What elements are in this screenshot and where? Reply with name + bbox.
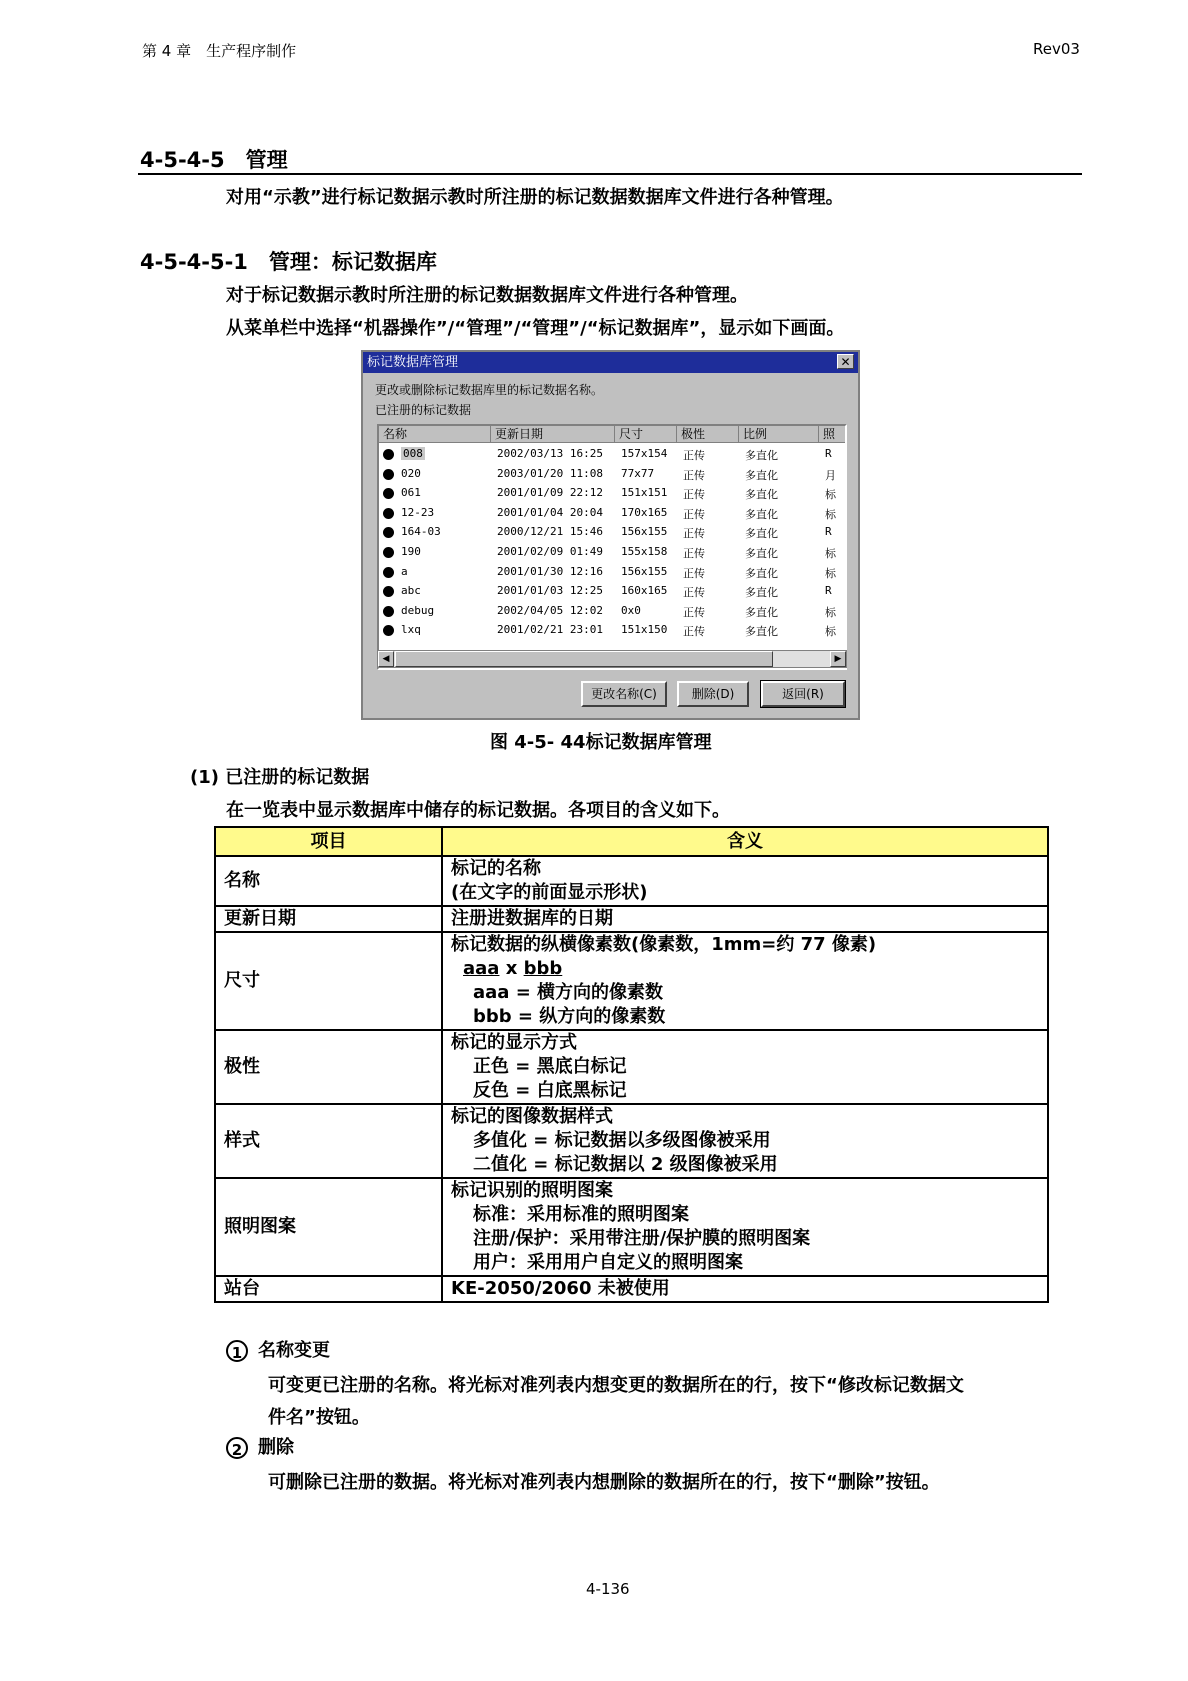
cell-scale: 多直化 — [745, 586, 778, 600]
cell-scale: 多直化 — [745, 449, 778, 462]
cell-date: 2001/02/21 23:01 — [497, 623, 603, 637]
table-row — [215, 906, 1048, 932]
row-style-l3: 二值化 = 标记数据以 2 级图像被采用 — [473, 1154, 778, 1175]
note1-line2: 件名”按钮。 — [268, 1407, 370, 1428]
column-header-name[interactable]: 名称 — [379, 426, 491, 443]
cell-name: debug — [401, 603, 435, 617]
cell-polarity: 正传 — [683, 488, 705, 502]
cell-light: R — [825, 447, 832, 460]
cell-size: 160x165 — [621, 584, 668, 598]
cell-date: 2003/01/20 11:08 — [497, 466, 603, 480]
cell-polarity: 正传 — [683, 586, 705, 600]
mark-shape-icon — [383, 625, 394, 636]
cell-polarity: 正传 — [683, 605, 705, 619]
list-item[interactable] — [379, 504, 845, 523]
list-item[interactable] — [379, 523, 845, 542]
size-bbb: bbb — [523, 958, 563, 979]
row-size-l2 — [451, 957, 1039, 981]
row-key-date: 更新日期 — [215, 906, 442, 932]
item1-desc: 在一览表中显示数据库中储存的标记数据。各项目的含义如下。 — [226, 800, 730, 821]
row-light-l1: 标记识别的照明图案 — [451, 1180, 613, 1201]
return-button[interactable]: 返回(R) — [761, 681, 845, 707]
list-item[interactable] — [379, 465, 845, 484]
note1-title: 名称变更 — [258, 1340, 330, 1361]
chapter-header: 第 4 章 生产程序制作 — [142, 42, 297, 60]
mark-shape-icon — [383, 449, 394, 460]
scroll-left-icon[interactable]: ◀ — [378, 651, 394, 667]
cell-date: 2001/01/04 20:04 — [497, 505, 603, 519]
note2-line1: 可删除已注册的数据。将光标对准列表内想删除的数据所在的行，按下“删除”按钮。 — [268, 1472, 940, 1493]
cell-scale: 多直化 — [745, 566, 778, 580]
table-row — [215, 1178, 1048, 1276]
row-light-l3: 注册/保护：采用带注册/保护膜的照明图案 — [473, 1228, 811, 1249]
note1-heading — [226, 1336, 330, 1362]
subsection-title: 4-5-4-5-1 管理：标记数据库 — [140, 250, 437, 274]
mark-shape-icon — [383, 547, 394, 558]
item1-heading: (1) 已注册的标记数据 — [190, 767, 370, 788]
row-pol-l3: 反色 = 白底黑标记 — [473, 1080, 627, 1101]
row-size-l4: bbb = 纵方向的像素数 — [473, 1006, 666, 1027]
column-header-light[interactable]: 照 — [819, 426, 847, 443]
mark-shape-icon — [383, 567, 394, 578]
cell-size: 77x77 — [621, 466, 655, 480]
cell-date: 2002/03/13 16:25 — [497, 447, 603, 460]
cell-size: 170x165 — [621, 505, 668, 519]
table-row — [215, 1104, 1048, 1178]
mark-database-dialog — [361, 350, 860, 720]
cell-polarity: 正传 — [683, 468, 705, 482]
cell-polarity: 正传 — [683, 547, 705, 560]
table-row — [215, 1276, 1048, 1302]
row-key-style: 样式 — [215, 1104, 442, 1178]
cell-name: 061 — [401, 486, 421, 500]
row-size-l1: 标记数据的纵横像素数(像素数，1mm=约 77 像素) — [451, 934, 877, 955]
cell-light: 标 — [825, 605, 836, 619]
cell-size: 151x150 — [621, 623, 668, 637]
list-item[interactable] — [379, 602, 845, 621]
scroll-right-icon[interactable]: ▶ — [830, 651, 846, 667]
cell-scale: 多直化 — [745, 527, 778, 541]
mark-shape-icon — [383, 508, 394, 519]
mark-shape-icon — [383, 606, 394, 617]
column-header-scale[interactable]: 比例 — [739, 426, 819, 443]
cell-name: 008 — [403, 447, 423, 460]
list-item[interactable] — [379, 582, 845, 601]
row-pol-l2: 正色 = 黑底白标记 — [473, 1056, 627, 1077]
note2-heading — [226, 1433, 294, 1459]
column-header-polarity[interactable]: 极性 — [677, 426, 739, 443]
list-item[interactable] — [379, 484, 845, 503]
cell-polarity: 正传 — [683, 625, 705, 639]
cell-scale: 多直化 — [745, 605, 778, 619]
table-row — [215, 856, 1048, 906]
row-size-l3: aaa = 横方向的像素数 — [473, 982, 664, 1003]
row-date-l1: 注册进数据库的日期 — [451, 908, 613, 929]
row-key-polarity: 极性 — [215, 1030, 442, 1104]
definition-table — [214, 826, 1049, 1303]
note2-number-icon: 2 — [226, 1437, 248, 1459]
cell-size: 155x158 — [621, 545, 668, 558]
row-name-l1: 标记的名称 — [451, 858, 541, 879]
close-icon[interactable]: ✕ — [837, 354, 854, 369]
list-item[interactable] — [379, 621, 845, 640]
mark-shape-icon — [383, 586, 394, 597]
row-style-l2: 多值化 = 标记数据以多级图像被采用 — [473, 1130, 771, 1151]
scroll-thumb[interactable] — [395, 651, 773, 667]
cell-polarity: 正传 — [683, 566, 705, 580]
cell-name: abc — [401, 584, 421, 598]
delete-button[interactable]: 删除(D) — [677, 681, 749, 707]
cell-light: R — [825, 525, 832, 539]
list-label: 已注册的标记数据 — [375, 403, 472, 417]
note2-title: 删除 — [258, 1437, 294, 1458]
column-header-size[interactable]: 尺寸 — [615, 426, 677, 443]
cell-light: 标 — [825, 507, 836, 521]
row-key-light: 照明图案 — [215, 1178, 442, 1276]
row-key-name: 名称 — [215, 856, 442, 906]
row-light-l2: 标准：采用标准的照明图案 — [473, 1204, 689, 1225]
section-rule — [138, 173, 1082, 175]
cell-polarity: 正传 — [683, 449, 705, 462]
figure-caption: 图 4-5- 44标记数据库管理 — [490, 732, 712, 753]
table-header-meaning: 含义 — [442, 827, 1048, 856]
cell-light: 标 — [825, 625, 836, 639]
note1-number-icon: 1 — [226, 1340, 248, 1362]
cell-date: 2001/01/30 12:16 — [497, 564, 603, 578]
row-key-size: 尺寸 — [215, 932, 442, 1030]
section-desc: 对用“示教”进行标记数据示教时所注册的标记数据数据库文件进行各种管理。 — [226, 187, 844, 208]
cell-name: 12-23 — [401, 505, 435, 519]
cell-polarity: 正传 — [683, 527, 705, 541]
row-pol-l1: 标记的显示方式 — [451, 1032, 577, 1053]
cell-name: lxq — [401, 623, 421, 637]
cell-name: 190 — [401, 545, 421, 558]
size-aaa: aaa — [463, 958, 500, 979]
mark-data-list[interactable] — [377, 424, 847, 670]
cell-date: 2002/04/05 12:02 — [497, 603, 603, 617]
cell-light: 标 — [825, 488, 836, 502]
row-name-l2: (在文字的前面显示形状) — [451, 882, 648, 903]
dialog-titlebar — [363, 352, 858, 373]
cell-size: 151x151 — [621, 486, 668, 500]
dialog-instruction: 更改或删除标记数据库里的标记数据名称。 — [375, 383, 604, 397]
cell-scale: 多直化 — [745, 488, 778, 502]
subsection-line2: 从菜单栏中选择“机器操作”/“管理”/“管理”/“标记数据库”，显示如下画面。 — [226, 318, 845, 339]
cell-name: a — [401, 564, 408, 578]
dialog-title: 标记数据库管理 — [367, 355, 459, 370]
cell-date: 2001/01/03 12:25 — [497, 584, 603, 598]
cell-date: 2001/01/09 22:12 — [497, 486, 603, 500]
cell-scale: 多直化 — [745, 468, 778, 482]
cell-date: 2000/12/21 15:46 — [497, 525, 603, 539]
row-style-l1: 标记的图像数据样式 — [451, 1106, 613, 1127]
cell-light: 标 — [825, 547, 836, 560]
cell-light: 月 — [825, 468, 836, 482]
cell-scale: 多直化 — [745, 547, 778, 560]
row-station-l1: KE-2050/2060 未被使用 — [451, 1278, 670, 1299]
cell-size: 156x155 — [621, 564, 668, 578]
mark-shape-icon — [383, 488, 394, 499]
cell-size: 157x154 — [621, 447, 668, 460]
cell-name: 020 — [401, 466, 421, 480]
section-title: 4-5-4-5 管理 — [140, 148, 288, 172]
mark-shape-icon — [383, 469, 394, 480]
row-light-l4: 用户：采用用户自定义的照明图案 — [473, 1252, 743, 1273]
cell-scale: 多直化 — [745, 507, 778, 521]
table-header-item: 项目 — [215, 827, 442, 856]
mark-shape-icon — [383, 527, 394, 538]
note1-line1: 可变更已注册的名称。将光标对准列表内想变更的数据所在的行，按下“修改标记数据文 — [268, 1375, 964, 1396]
row-key-station: 站台 — [215, 1276, 442, 1302]
list-item[interactable] — [379, 543, 845, 562]
column-header-date[interactable]: 更新日期 — [491, 426, 615, 443]
cell-light: 标 — [825, 566, 836, 580]
cell-name: 164-03 — [401, 525, 441, 539]
table-row — [215, 932, 1048, 1030]
table-row — [215, 1030, 1048, 1104]
rename-button[interactable]: 更改名称(C) — [581, 681, 667, 707]
page-number: 4-136 — [586, 1580, 630, 1598]
cell-scale: 多直化 — [745, 625, 778, 639]
subsection-line1: 对于标记数据示教时所注册的标记数据数据库文件进行各种管理。 — [226, 285, 748, 306]
cell-polarity: 正传 — [683, 507, 705, 521]
size-x: x — [499, 958, 524, 979]
revision-label: Rev03 — [1033, 40, 1080, 58]
cell-size: 156x155 — [621, 525, 668, 539]
cell-light: R — [825, 584, 832, 598]
list-item[interactable] — [379, 445, 845, 464]
cell-size: 0x0 — [621, 603, 641, 617]
cell-date: 2001/02/09 01:49 — [497, 545, 603, 558]
horizontal-scrollbar[interactable] — [377, 650, 847, 668]
list-item[interactable] — [379, 563, 845, 582]
